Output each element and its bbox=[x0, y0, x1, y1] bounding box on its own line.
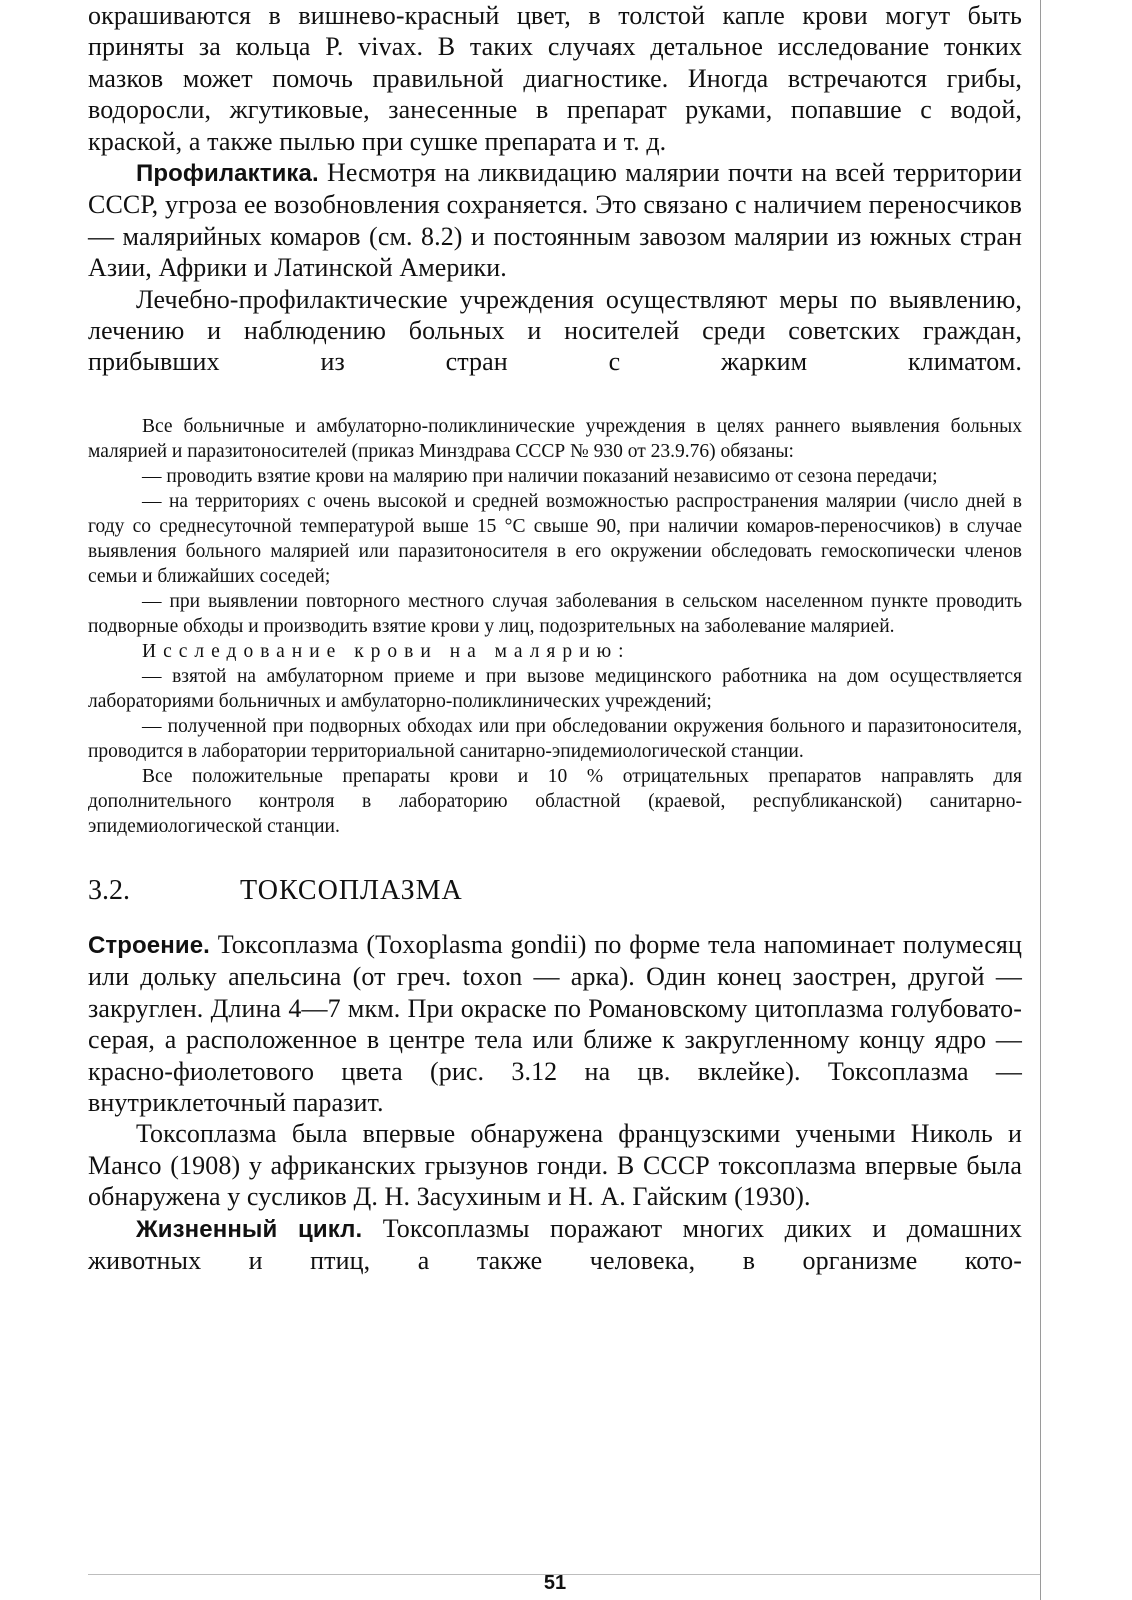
paragraph-prophylaxis bbox=[88, 157, 1022, 284]
page bbox=[88, 0, 1022, 1600]
paragraph-medical-institutions: Лечебно-профилактические учреждения осуществляют меры по выявлению, лечению и наблюдению больных и носителей среди советских граждан, прибывших из стран с жарким климатом. bbox=[88, 284, 1022, 377]
text-block-prophylaxis bbox=[88, 0, 1022, 378]
section-title: ТОКСОПЛАЗМА bbox=[240, 874, 463, 906]
text-block-toxoplasma bbox=[88, 929, 1022, 1276]
page-edge-rule bbox=[1040, 0, 1041, 1600]
run-in-heading-life-cycle: Жизненный цикл. bbox=[136, 1215, 363, 1243]
small-paragraph: Все положительные препараты крови и 10 % отрицательных препаратов направлять для дополнительного контроля в лабораторию областной (краевой, республиканской) санитарно-эпидемиологической станции. bbox=[88, 765, 1022, 837]
paragraph-structure-text: Токсоплазма (Toxoplasma gondii) по форме тела напоминает полумесяц или дольку апельсина (от греч. toxon — арка). Один конец заострен, другой — закруглен. Длина 4—7 мкм. При окраске по Романовскому цитоплазма голубовато-серая, а расположенное в центре тела или ближе к закругленному концу ядро — красно-фиолетового цвета (рис. 3.12 на цв. вклейке). Токсоплазма — внутриклеточный паразит. bbox=[88, 929, 1022, 1117]
run-in-heading-prophylaxis: Профилактика. bbox=[136, 160, 319, 188]
paragraph-discovery: Токсоплазма была впервые обнаружена французскими учеными Николь и Мансо (1908) у африканских грызунов гонди. В СССР токсоплазма впервые была обнаружена у сусликов Д. Н. Засухиным и Н. А. Гайским (1930). bbox=[88, 1119, 1022, 1212]
paragraph-life-cycle bbox=[88, 1213, 1022, 1277]
small-paragraph-spaced: Исследование крови на малярию: bbox=[142, 640, 631, 662]
small-paragraph: — на территориях с очень высокой и средней возможностью распространения малярии (число дней в году со среднесуточной температурой выше 15 °С свыше 90, при наличии комаров-переносчиков) в случае выявления больного малярией или паразитоносителя в его окружении обследовать гемоскопически членов семьи и ближайших соседей; bbox=[88, 490, 1022, 587]
small-paragraph: — полученной при подворных обходах или при обследовании окружения больного и паразитоносителя, проводится в лаборатории территориальной санитарно-эпидемиологической станции. bbox=[88, 715, 1022, 762]
paragraph-continuation: окрашиваются в вишнево-красный цвет, в толстой капле крови могут быть приняты за кольца P. vivax. В таких случаях детальное исследование тонких мазков может помочь правильной диагностике. Иногда встречаются грибы, водоросли, жгутиковые, занесенные в препарат руками, попавшие с водой, краской, а также пылью при сушке препарата и т. д. bbox=[88, 1, 1022, 156]
paragraph-structure bbox=[88, 929, 1022, 1118]
section-heading bbox=[88, 871, 1022, 911]
paragraph-prophylaxis-text: Несмотря на ликвидацию малярии почти на всей территории СССР, угроза ее возобновления сохраняется. Это связано с наличием переносчиков — малярийных комаров (см. 8.2) и постоянным завозом малярии из южных стран Азии, Африки и Латинской Америки. bbox=[88, 158, 1022, 283]
paragraph-life-cycle-text: Токсоплазмы поражают многих диких и домашних животных и птиц, а также человека, в организме кото- bbox=[88, 1213, 1022, 1275]
small-print-block bbox=[88, 414, 1022, 839]
page-number: 51 bbox=[543, 1572, 567, 1594]
small-paragraph: — при выявлении повторного местного случая заболевания в сельском населенном пункте проводить подворные обходы и производить взятие крови у лиц, подозрительных на заболевание малярией. bbox=[88, 590, 1022, 637]
small-paragraph: Все больничные и амбулаторно-поликлинические учреждения в целях раннего выявления больных малярией и паразитоносителей (приказ Минздрава СССР № 930 от 23.9.76) обязаны: bbox=[88, 415, 1022, 462]
small-paragraph: — взятой на амбулаторном приеме и при вызове медицинского работника на дом осуществляется лабораториями больничных и амбулаторно-поликлинических учреждений; bbox=[88, 665, 1022, 712]
run-in-heading-structure: Строение. bbox=[88, 931, 210, 959]
small-paragraph: — проводить взятие крови на малярию при наличии показаний независимо от сезона передачи; bbox=[142, 465, 938, 487]
section-number: 3.2. bbox=[88, 874, 130, 906]
